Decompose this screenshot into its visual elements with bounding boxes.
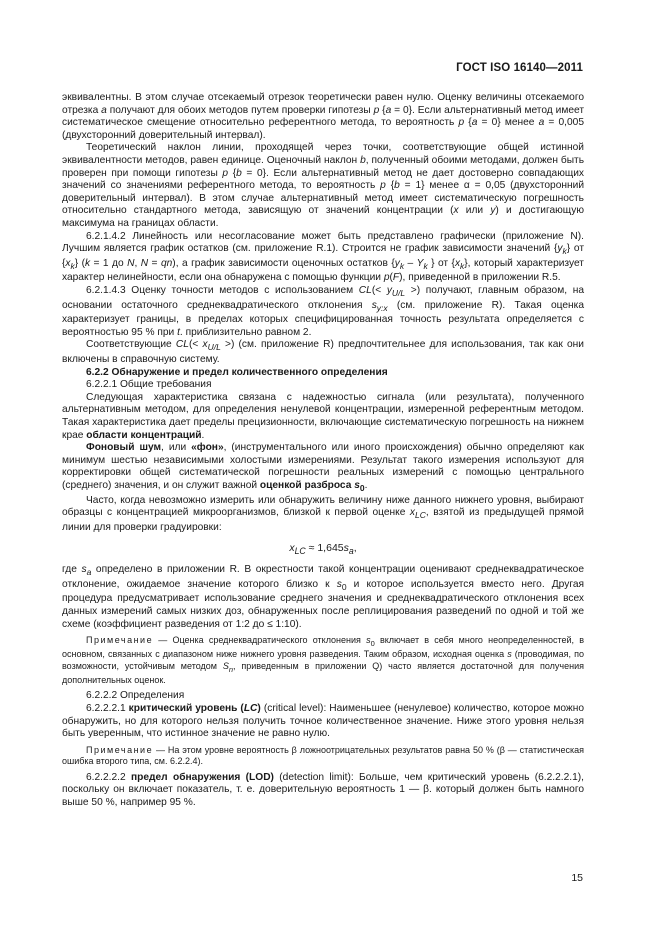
body-paragraph: 6.2.1.4.2 Линейность или несогласование может быть представлено графически (приложение N). Лучшим является график остатков (см. приложение R.1). Строится не график зависимости значений $\{y_k\}$ от $\{x_k\} (k = 1$ до N, N = qn), а график зависимости оценочных остатков {$y_k - Y_k$ } от $\{x_k\}$, который характеризует характер нелинейности, если она обнаружена с помощью функции p(F), приведенной в приложении R.5. [62, 230, 584, 284]
body-paragraph: 6.2.2.1 Общие требования [86, 379, 212, 391]
note-paragraph: Примечание — Оценка среднеквадратического отклонения $s_0$ включает в себя много неопределенностей, в основном, связанных с диапазоном ниже нижнего уровня разведения. Таким образом, исходная оценка s (проводимая, по возможности, устойчивым методом $S_n$, приведенным в приложении Q) часто является достаточной для получения дополнительных оценок. [62, 635, 584, 685]
body-paragraph: 6.2.2.2.1 критический уровень (LC) (critical level): Наименьшее (ненулевое) количество, которое можно обнаружить, но для которого нельзя получить точное количественное значение. Ниже этого уровня нельзя быть уверенным, что истинное значение не равно нулю. [62, 702, 584, 740]
document-header: ГОСТ ISO 16140—2011 [456, 62, 583, 74]
body-paragraph: Теоретический наклон линии, проходящей через точки, соответствующие общей истинной эквивалентности методов, равен единице. Оценочный наклон b, полученный обоими методами, должен быть проверен при помощи гипотезы p {b = 0}. Если альтернативный метод не дает достоверно совпадающих значений со значениями референтного метода, то вероятность p {b = 1} менее α = 0,05 (двухсторонний доверительный интервал). В этом случае альтернативный метод имеет систематическую погрешность относительно стандартного метода, зависящую от значений концентрации (x или y) и достигающую максимума на границах области. [62, 142, 585, 229]
body-paragraph: эквивалентны. В этом случае отсекаемый отрезок теоретически равен нулю. Оценку величины отсекаемого отрезка a получают для обоих методов путем проверки гипотезы p {a = 0}. Если альтернативный метод имеет систематическое смещение относительно референтного метода, то вероятность p {a = 0} менее a = 0,005 (двухсторонний доверительный интервал). [62, 92, 585, 141]
body-paragraph: 6.2.2.2 Определения [86, 690, 185, 702]
body-paragraph: 6.2.2.2.2 предел обнаружения (LOD) (detection limit): Больше, чем критический уровень (6.2.2.2.1), поскольку он включает показатель, т. е. доверительную вероятность 1 — β. который должен быть намного выше 50 %, например 95 %. [62, 771, 584, 808]
body-paragraph: Фоновый шум, или «фон», (инструментального или иного происхождения) обычно определяют как минимум шестью независимыми холостыми измерениями. Результат такого измерения используют для корректировки общей систематической погрешности реальных измерений с помощью центрального (среднего) значения, и он служит важной оценкой разброса $s_0$. [62, 442, 584, 493]
body-paragraph: Соответствующие $CL(< x_{U/L}$ >) (см. приложение R) предпочтительнее для использования, так как они включены в справочную систему. [62, 339, 584, 366]
formula: $x_{LC} \approx 1,645s_a$, [289, 542, 357, 557]
note-paragraph: Примечание — На этом уровне вероятность β ложноотрицательных результатов равна 50 % (β — статистическая ошибка второго типа, см. 6.2.2.4). [62, 744, 584, 767]
body-paragraph: Часто, когда невозможно измерить или обнаружить величину ниже данного нижнего уровня, выбирают образцы с концентрацией микроорганизмов, близкой к первой оценке $x_{LC}$, взятой из предыдущей прямой линии для проверки градуировки: [62, 494, 584, 533]
body-paragraph: 6.2.1.4.3 Оценку точности методов с использованием $CL(< y_{U/L}$ >) получают, главным образом, на основании остаточного среднеквадратического отклонения $s_{y:x}$ (см. приложение R). Такая оценка характеризует границы, в пределах которых специфицированная точность результата определяется с вероятностью 95 % при t. приблизительно равном 2. [62, 284, 584, 338]
page-number: 15 [571, 872, 583, 884]
body-paragraph: Следующая характеристика связана с надежностью сигнала (или результата), полученного альтернативным методом, для определения ненулевой концентрации, измеренной референтным методом. Такая характеристика дает пределы прецизионности, включающие систематическую погрешность на нижнем крае области концентраций. [62, 391, 584, 441]
body-paragraph: где $s_a$ определено в приложении R. В окрестности такой концентрации оценивают среднеквадратическое отклонение, ожидаемое значение которого близко к $s_0$ и которое используется вместо него. Другая процедура предусматривает использование среднего значения и среднеквадратического отклонения всех данных измерений самых низких доз, обнаруженных после реплицирования разведений по одной и той же схеме (коэффициент разведения от 1:2 до ≤ 1:10). [62, 564, 585, 630]
document-body [62, 92, 584, 809]
body-paragraph: 6.2.2 Обнаружение и предел количественного определения [86, 366, 388, 378]
